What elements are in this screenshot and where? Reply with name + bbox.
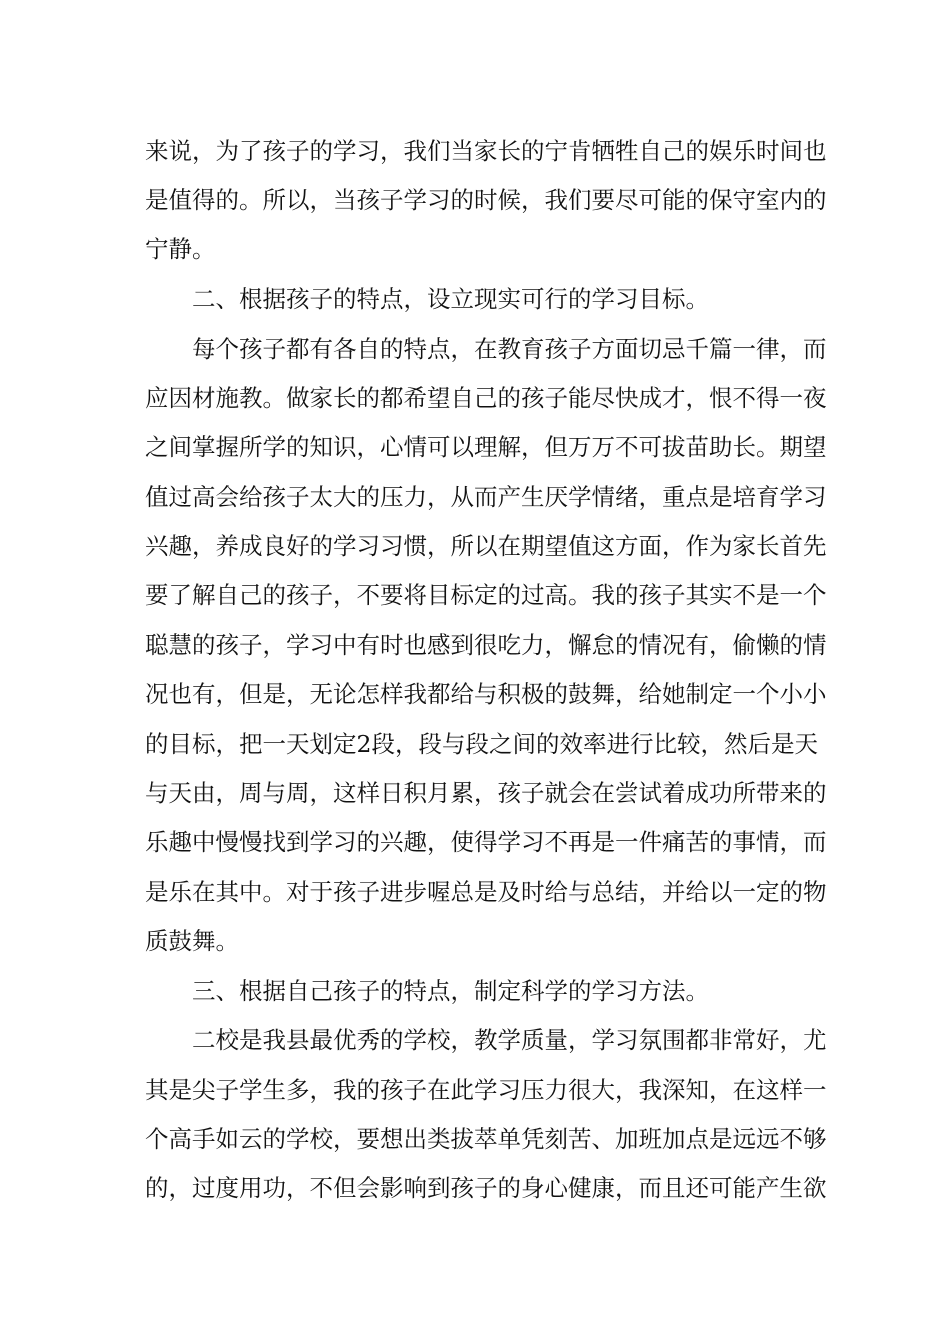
text-line: 质鼓舞。 (145, 927, 239, 955)
text-line: 应因材施教。做家长的都希望自己的孩子能尽快成才，恨不得一夜 (145, 384, 827, 412)
section-heading: 三、根据自己孩子的特点，制定科学的学习方法。 (192, 977, 709, 1005)
text-line: 要了解自己的孩子，不要将目标定的过高。我的孩子其实不是一个 (145, 581, 827, 609)
text-line: 况也有，但是，无论怎样我都给与积极的鼓舞，给她制定一个小小 (145, 680, 827, 708)
text-line: 个高手如云的学校，要想出类拔萃单凭刻苦、加班加点是远远不够 (145, 1125, 827, 1153)
section-heading: 二、根据孩子的特点，设立现实可行的学习目标。 (192, 285, 709, 313)
text-line: 的目标，把一天划定2段，段与段之间的效率进行比较，然后是天 (145, 730, 818, 758)
text-line: 之间掌握所学的知识，心情可以理解，但万万不可拔苗助长。期望 (145, 433, 827, 461)
text-line: 兴趣，养成良好的学习习惯，所以在期望值这方面，作为家长首先 (145, 532, 827, 560)
text-line: 与天由，周与周，这样日积月累，孩子就会在尝试着成功所带来的 (145, 779, 827, 807)
text-line: 聪慧的孩子，学习中有时也感到很吃力，懈怠的情况有，偷懒的情 (145, 631, 827, 659)
text-line: 其是尖子学生多，我的孩子在此学习压力很大，我深知，在这样一 (145, 1076, 827, 1104)
text-line: 值过高会给孩子太大的压力，从而产生厌学情绪，重点是培育学习 (145, 483, 827, 511)
text-line: 每个孩子都有各自的特点，在教育孩子方面切忌千篇一律，而 (192, 335, 827, 363)
text-line: 宁静。 (145, 235, 216, 263)
text-line: 是值得的。所以，当孩子学习的时候，我们要尽可能的保守室内的 (145, 186, 827, 214)
text-line: 是乐在其中。对于孩子进步喔总是及时给与总结，并给以一定的物 (145, 878, 827, 906)
text-line: 乐趣中慢慢找到学习的兴趣，使得学习不再是一件痛苦的事情，而 (145, 828, 827, 856)
text-line: 的，过度用功，不但会影响到孩子的身心健康，而且还可能产生欲 (145, 1174, 827, 1202)
text-line: 来说，为了孩子的学习，我们当家长的宁肯牺牲自己的娱乐时间也 (145, 137, 827, 165)
text-line: 二校是我县最优秀的学校，教学质量，学习氛围都非常好，尤 (192, 1026, 827, 1054)
